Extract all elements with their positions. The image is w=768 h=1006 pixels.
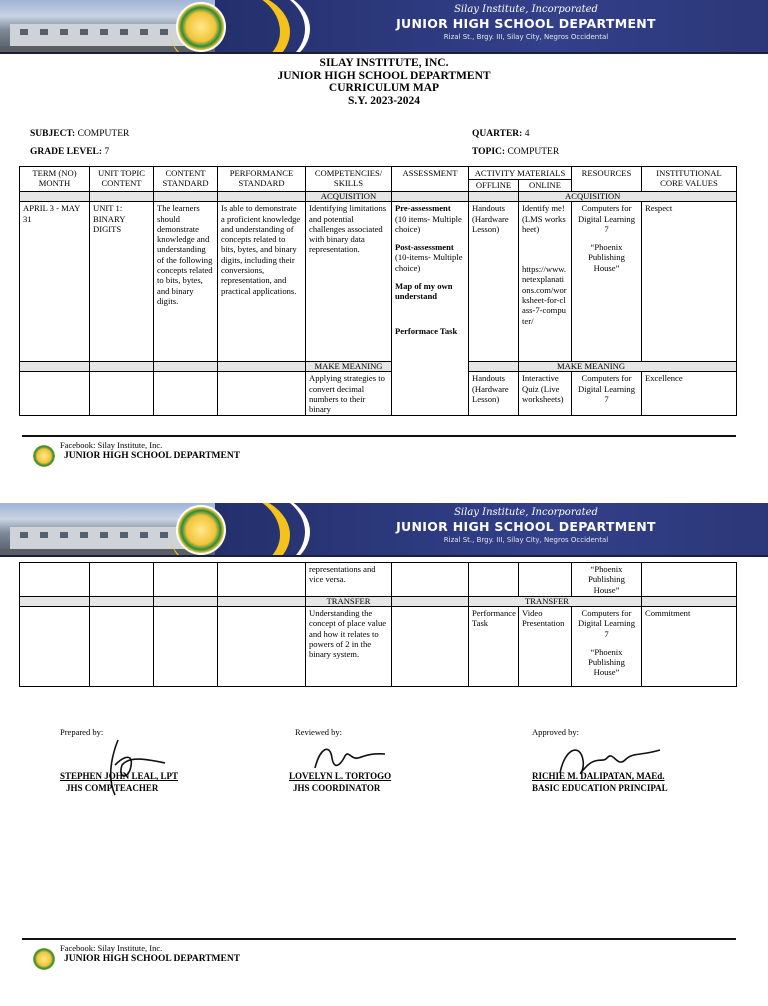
banner-department: JUNIOR HIGH SCHOOL DEPARTMENT [396, 519, 656, 534]
table-row [20, 563, 737, 597]
header-unit: UNIT TOPIC CONTENT [90, 167, 154, 192]
quarter-line: QUARTER: 4 [472, 129, 530, 139]
header-competencies: COMPETENCIES/ SKILLS [306, 167, 392, 192]
reviewed-label: Reviewed by: [295, 727, 342, 737]
header-performance: PERFORMANCE STANDARD [218, 167, 306, 192]
heading-school: SILAY INSTITUTE, INC. [319, 57, 449, 69]
cell-offline: Handouts (Hardware Lesson) [469, 372, 519, 416]
cell-assessment: Pre-assessment (10 items- Multiple choice) Post-assessment (10-items- Multiple choice) Map of my own understand Performace Task [392, 202, 469, 416]
header-activity: ACTIVITY MATERIALS [469, 167, 572, 180]
banner-address: Rizal St., Brgy. III, Silay City, Negros Occidental [443, 536, 609, 544]
section-make-meaning-label-right: MAKE MEANING [519, 362, 737, 372]
cell-term: APRIL 3 - MAY 31 [20, 202, 90, 362]
header-resources: RESOURCES [572, 167, 642, 192]
cell-content-standard: The learners should demonstrate knowledge and understanding of the following concepts related to bits, bytes, and binary digits. [154, 202, 218, 362]
document-heading [0, 57, 768, 107]
header-values: INSTITUTIONAL CORE VALUES [642, 167, 737, 192]
footer-rule [22, 435, 736, 437]
cell-core-value: Respect [642, 202, 737, 362]
footer-facebook: Facebook: Silay Institute, Inc. [60, 440, 163, 450]
prepared-label: Prepared by: [60, 727, 104, 737]
section-transfer-label-right: TRANSFER [469, 597, 642, 607]
footer-seal-icon [33, 948, 55, 970]
footer-department: JUNIOR HIGH SCHOOL DEPARTMENT [64, 451, 241, 461]
school-seal-icon [176, 505, 226, 555]
cell-resources: “Phoenix Publishing House” [572, 563, 642, 597]
topic-line: TOPIC: COMPUTER [472, 147, 560, 157]
table-row [20, 607, 737, 687]
table-row [20, 202, 737, 362]
cell-competency: Identifying limitations and potential challenges associated with binary data representation. [306, 202, 392, 362]
section-make-meaning-label: MAKE MEANING [306, 362, 392, 372]
footer-department: JUNIOR HIGH SCHOOL DEPARTMENT [64, 954, 241, 964]
cell-unit: UNIT 1: BINARY DIGITS [90, 202, 154, 362]
cell-competency: representations and vice versa. [306, 563, 392, 597]
cell-competency: Applying strategies to convert decimal numbers to their binary [306, 372, 392, 416]
page1-banner [0, 0, 768, 54]
footer-facebook: Facebook: Silay Institute, Inc. [60, 943, 163, 953]
worksheet-link[interactable]: https://www.netexplanations.com/worksheet-for-class-7-computer/ [522, 264, 567, 326]
subject-line: SUBJECT: COMPUTER [30, 129, 130, 139]
header-row [20, 167, 737, 180]
heading-department: JUNIOR HIGH SCHOOL DEPARTMENT [277, 69, 491, 82]
footer-rule [22, 938, 736, 940]
reviewed-title: JHS COORDINATOR [293, 783, 381, 793]
cell-resources: Computers for Digital Learning 7 “Phoenix Publishing House” [572, 607, 642, 687]
footer-seal-icon [33, 445, 55, 467]
section-row-make-meaning [20, 362, 737, 372]
cell-online: Interactive Quiz (Live worksheets) [519, 372, 572, 416]
prepared-name: STEPHEN JOHN LEAL, LPT [60, 771, 179, 781]
cell-offline: Handouts (Hardware Lesson) [469, 202, 519, 362]
header-content: CONTENT STANDARD [154, 167, 218, 192]
section-row-transfer [20, 597, 737, 607]
curriculum-table-page1 [19, 166, 737, 416]
curriculum-table-page2 [19, 562, 737, 687]
section-acquisition-label-right: ACQUISITION [519, 192, 737, 202]
cell-competency: Understanding the concept of place value and how it relates to powers of 2 in the binary system. [306, 607, 392, 687]
prepared-title: JHS COMP TEACHER [66, 783, 159, 793]
banner-institution: Silay Institute, Incorporated [454, 507, 598, 518]
banner-address: Rizal St., Brgy. III, Silay City, Negros Occidental [443, 33, 609, 41]
reviewed-name: LOVELYN L. TORTOGO [289, 771, 392, 781]
banner-institution: Silay Institute, Incorporated [454, 4, 598, 15]
page2-banner [0, 503, 768, 557]
approved-title: BASIC EDUCATION PRINCIPAL [532, 783, 668, 793]
school-seal-icon [176, 2, 226, 52]
cell-core-value: Excellence [642, 372, 737, 416]
section-row-acquisition [20, 192, 737, 202]
cell-resources: Computers for Digital Learning 7 “Phoenix Publishing House” [572, 202, 642, 362]
heading-year: S.Y. 2023-2024 [347, 94, 421, 107]
cell-resources: Computers for Digital Learning 7 [572, 372, 642, 416]
cell-core-value: Commitment [642, 607, 737, 687]
header-online: ONLINE [519, 180, 572, 192]
table-row [20, 372, 737, 416]
heading-doc: CURRICULUM MAP [328, 82, 440, 94]
banner-department: JUNIOR HIGH SCHOOL DEPARTMENT [396, 16, 656, 31]
header-assessment: ASSESSMENT [392, 167, 469, 192]
header-term: TERM (NO) MONTH [20, 167, 90, 192]
section-acquisition-label: ACQUISITION [306, 192, 392, 202]
grade-line: GRADE LEVEL: 7 [30, 147, 110, 157]
cell-performance-standard: Is able to demonstrate a proficient knowledge and understanding of concepts related to bits, bytes, and binary digits, including their conversions, representation, and practical applications. [218, 202, 306, 362]
approved-label: Approved by: [532, 727, 579, 737]
section-transfer-label: TRANSFER [306, 597, 392, 607]
cell-online: Video Presentation [519, 607, 572, 687]
header-offline: OFFLINE [469, 180, 519, 192]
approved-name: RICHIE M. DALIPATAN, MAEd. [532, 771, 665, 781]
cell-offline: Performance Task [469, 607, 519, 687]
cell-online: Identify me! (LMS worksheet) https://www.netexplanations.com/worksheet-for-class-7-computer/ [519, 202, 572, 362]
